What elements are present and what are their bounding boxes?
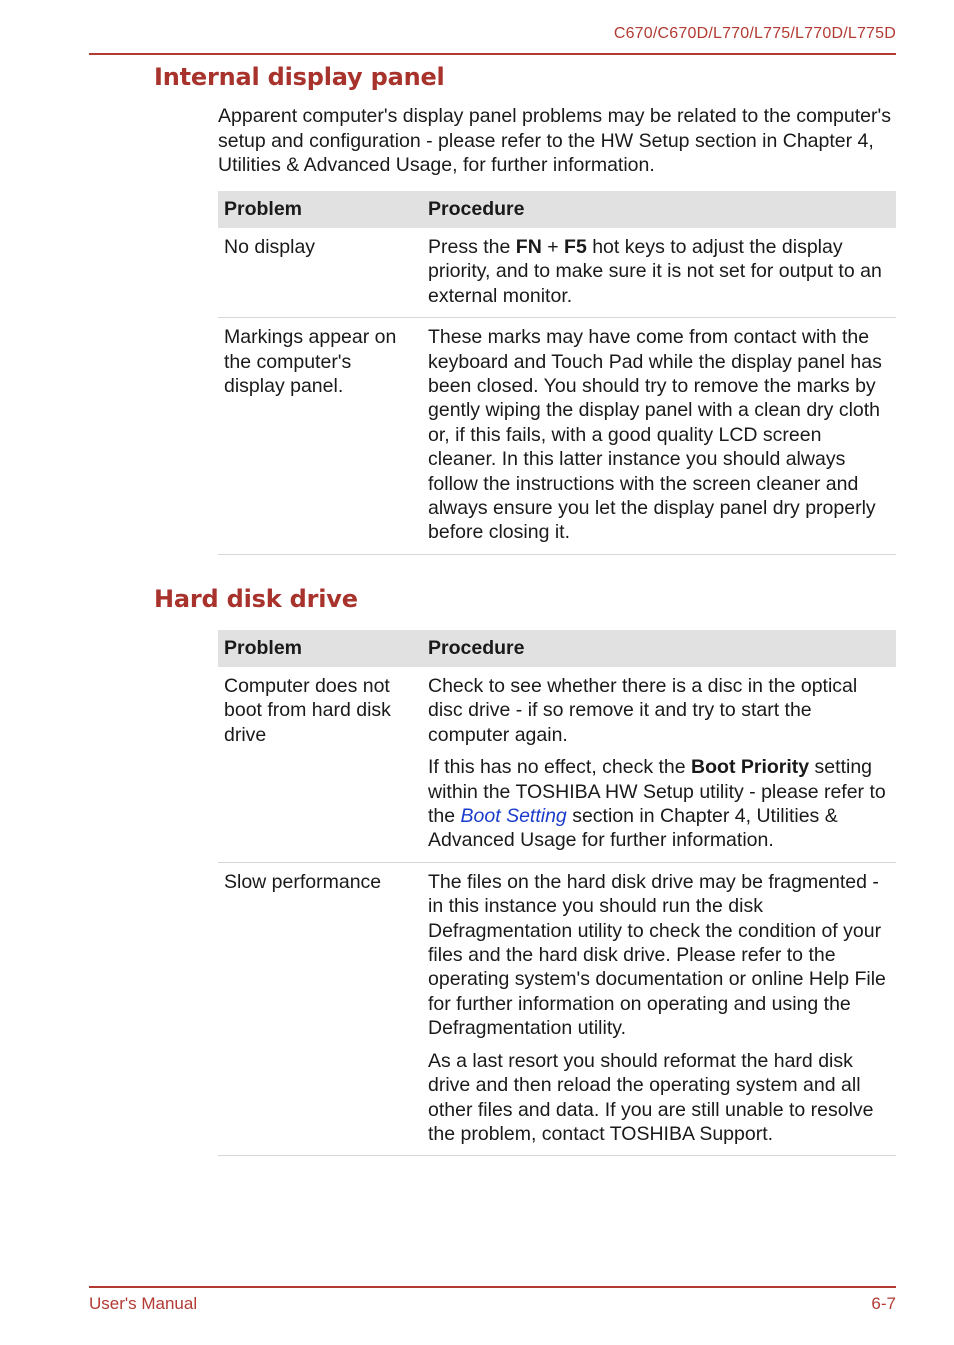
display-intro: Apparent computer's display panel problems may be related to the computer's setup and configuration - please refer to the HW Setup section in Chapter 4, Utilities & Advanced Usage, for further information. [218,105,891,176]
footer-rule [89,1286,896,1288]
table-header-row [218,630,896,667]
problem-cell: Markings appear on the computer's display panel. [218,318,422,555]
column-header-problem: Problem [218,191,422,228]
boot-setting-link[interactable]: Boot Setting [460,805,567,828]
procedure-text: section in Chapter 4, Utilities & Advanced Usage for further information. [428,805,838,852]
procedure-paragraph: As a last resort you should reformat the hard disk drive and then reload the operating system and all other files and data. If you are still unable to resolve the problem, contact TOSHIBA Support. [428,1049,874,1145]
procedure-paragraph: Check to see whether there is a disc in the optical disc drive - if so remove it and try to start the computer again. [428,675,858,746]
procedure-text: hot keys to adjust the display priority, and to make sure it is not set for output to an external monitor. [428,236,882,307]
problem-cell: No display [218,228,422,318]
key-f5: F5 [564,236,587,258]
table-row [218,862,896,1155]
table-row [218,667,896,862]
section-title-display: Internal display panel [154,63,445,91]
column-header-procedure: Procedure [422,191,896,228]
column-header-problem: Problem [218,630,422,667]
display-problem-table [218,191,896,555]
table-header-row [218,191,896,228]
boot-priority-term: Boot Priority [691,756,810,779]
footer-manual-title: User's Manual [89,1294,198,1313]
column-header-procedure: Procedure [422,630,896,667]
page-number: 6-7 [871,1294,896,1313]
table-row [218,318,896,555]
key-fn: FN [515,236,542,258]
problem-cell: Slow performance [218,862,422,1155]
procedure-text: setting within the TOSHIBA HW Setup utility - please refer to the [428,756,886,828]
table-row [218,228,896,318]
key-plus: + [541,236,565,258]
procedure-text: If this has no effect, check the [428,756,692,779]
problem-cell: Computer does not boot from hard disk drive [218,667,422,862]
procedure-text: Press the [428,236,516,258]
header-model-numbers: C670/C670D/L770/L775/L770D/L775D [613,25,896,42]
procedure-cell [422,667,896,862]
procedure-paragraph [428,755,890,853]
header-rule [89,53,896,55]
procedure-paragraph: The files on the hard disk drive may be fragmented - in this instance you should run the disk Defragmentation utility to check the condition of your files and the hard disk drive. Please refer to the operating system's documentation or online Help File for further information on operating and using the Defragmentation utility. [428,870,886,1040]
procedure-cell [422,862,896,1155]
procedure-cell [422,228,896,318]
procedure-cell: These marks may have come from contact with the keyboard and Touch Pad while the display panel has been closed. You should try to remove the marks by gently wiping the display panel with a clean dry cloth or, if this fails, with a good quality LCD screen cleaner. In this latter instance you should always follow the instructions with the screen cleaner and always ensure you let the display panel dry properly before closing it. [422,318,896,555]
section-title-hdd: Hard disk drive [154,585,358,613]
hdd-problem-table [218,630,896,1156]
